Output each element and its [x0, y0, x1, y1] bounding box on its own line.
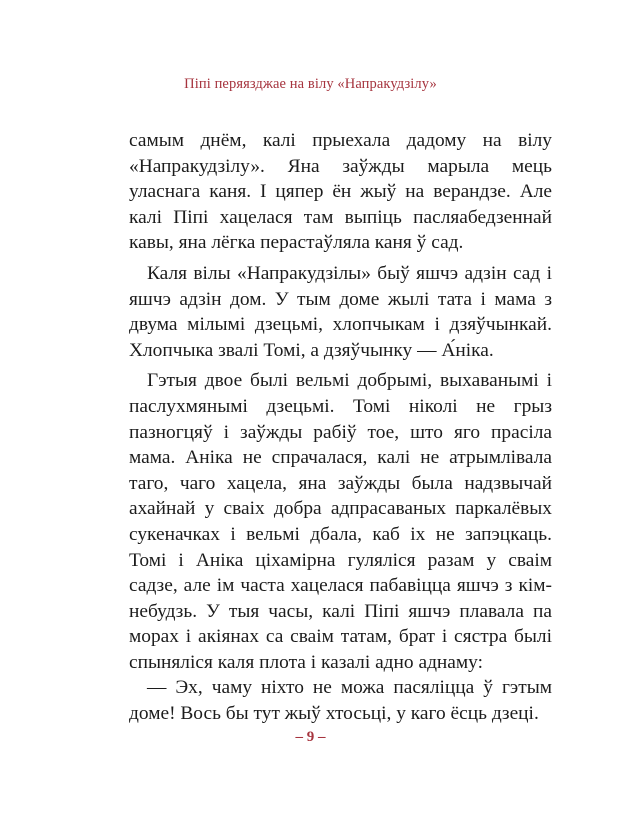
paragraph-4-dialogue: — Эх, чаму ніхто не можа пасяліцца ў гэтым доме! Вось бы тут жыў хтосьці, у каго ёсць дзеці. [129, 677, 552, 725]
body-text [129, 128, 552, 727]
paragraph-2: Каля вілы «Напракудзілы» быў яшчэ адзін сад і яшчэ адзін дом. У тым доме жылі тата і мама з двума мілымі дзецьмі, хлопчыкам і дзяўчынкай. Хлопчыка звалі Томі, а дзяўчынку — А́ніка. [129, 262, 552, 361]
paragraph-3: Гэтыя двое былі вельмі добрымі, выхаванымі і паслухмянымі дзецьмі. Томі ніколі не грыз пазногцяў і заўжды рабіў тое, што яго прасіла мама. Аніка не спрачалася, калі не атрымлівала таго, чаго хацела, яна заўжды была надзвычай ахайнай у сваіх добра адпрасаваных паркалёвых сукеначках і вельмі дбала, каб іх не запэцкаць. Томі і Аніка ціхамірна гуляліся разам у сваім садзе, але ім часта хацелася пабавіцца яшчэ з кім-небудзь. У тыя часы, калі Піпі яшчэ плавала па морах і акіянах са сваім татам, брат і сястра былі спыняліся каля плота і казалі адно аднаму: [129, 370, 552, 673]
running-head: Піпі перяязджае на вілу «Напракудзілу» [184, 76, 437, 92]
paragraph-1: самым днём, калі прыехала дадому на вілу «Напракудзілу». Яна заўжды марыла мець уласнага каня. І цяпер ён жыў на верандзе. Але калі Піпі хацелася там выпіць пасляабедзеннай кавы, яна лёгка перастаўляла каня ў сад. [129, 130, 552, 254]
page-number: – 9 – [295, 729, 326, 745]
